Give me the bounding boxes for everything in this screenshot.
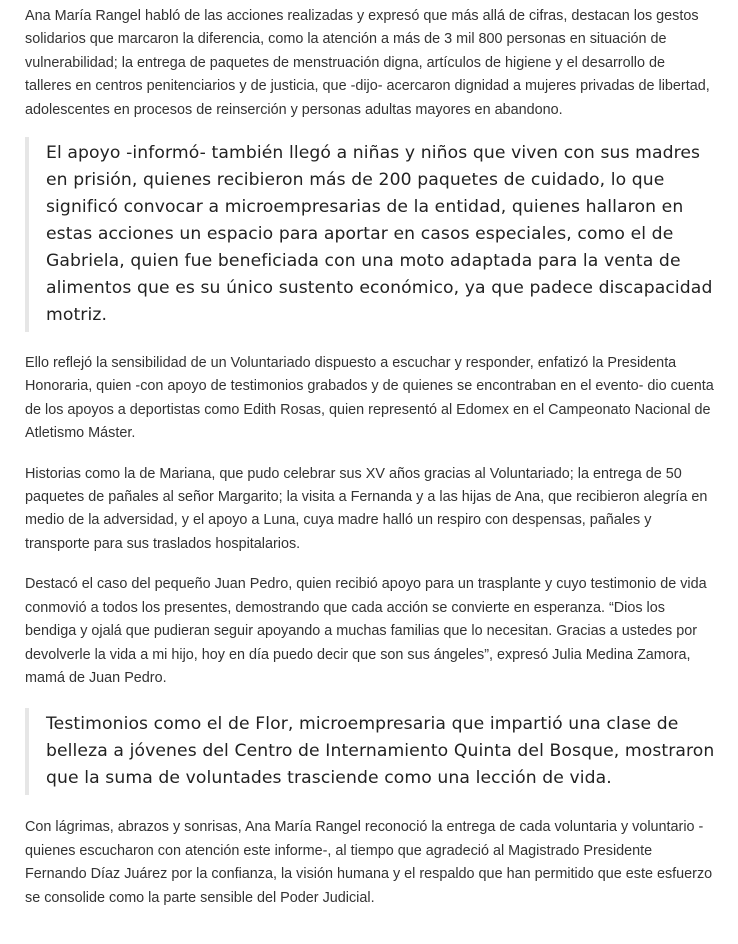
paragraph-stories: Historias como la de Mariana, que pudo celebrar sus XV años gracias al Voluntariado; la entrega de 50 paquetes de pañales al señor Margarito; la visita a Fernanda y a las hijas de Ana, que recibieron alegría en medio de la adversidad, y el apoyo a Luna, cuya madre halló un respiro con despensas, pañales y transporte para sus traslados hospitalarios. — [25, 465, 708, 552]
blockquote-text: El apoyo -informó- también llegó a niñas y niños que viven con sus madres en prisión, quienes recibieron más de 200 paquetes de cuidado, lo que significó convocar a microempresarias de la entidad, quienes hallaron en estas acciones un espacio para aportar en casos especiales, como el de Gabriela, quien fue beneficiada con una moto adaptada para la venta de alimentos que es su único sustento económico, ya que padece discapacidad motriz. — [46, 143, 713, 326]
blockquote-text: Testimonios como el de Flor, microempresaria que impartió una clase de belleza a jóvenes del Centro de Internamiento Quinta del Bosque, mostraron que la suma de voluntades trasciende como una lección de vida. — [46, 714, 715, 789]
article-body — [25, 5, 715, 910]
paragraph-volunteering: Ello reflejó la sensibilidad de un Voluntariado dispuesto a escuchar y responder, enfatizó la Presidenta Honoraria, quien -con apoyo de testimonios grabados y de quienes se encontraban en el evento- dio cuenta de los apoyos a deportistas como Edith Rosas, quien representó al Edomex en el Campeonato Nacional de Atletismo Máster. — [25, 355, 714, 442]
paragraph-closing: Con lágrimas, abrazos y sonrisas, Ana María Rangel reconoció la entrega de cada voluntaria y voluntario -quienes escucharon con atención este informe-, al tiempo que agradeció al Magistrado Presidente Fernando Díaz Juárez por la confianza, la visión humana y el respaldo que han permitido que este esfuerzo se consolide como la parte sensible del Poder Judicial. — [25, 819, 713, 906]
paragraph-juan-pedro: Destacó el caso del pequeño Juan Pedro, quien recibió apoyo para un trasplante y cuyo testimonio de vida conmovió a todos los presentes, demostrando que cada acción se convierte en esperanza. “Dios los bendiga y ojalá que pudieran seguir apoyando a muchas familias que lo necesitan. Gracias a ustedes por devolverle la vida a mi hijo, hoy en día puedo decir que son sus ángeles”, expresó Julia Medina Zamora, mamá de Juan Pedro. — [25, 576, 707, 686]
blockquote-support — [25, 137, 715, 332]
blockquote-testimonies — [25, 708, 715, 795]
paragraph-intro: Ana María Rangel habló de las acciones realizadas y expresó que más allá de cifras, destacan los gestos solidarios que marcaron la diferencia, como la atención a más de 3 mil 800 personas en situación de vulnerabilidad; la entrega de paquetes de menstruación digna, artículos de higiene y el desarrollo de talleres en centros penitenciarios y de justicia, que -dijo- acercaron dignidad a mujeres privadas de libertad, adolescentes en procesos de reinserción y personas adultas mayores en abandono. — [25, 8, 710, 118]
